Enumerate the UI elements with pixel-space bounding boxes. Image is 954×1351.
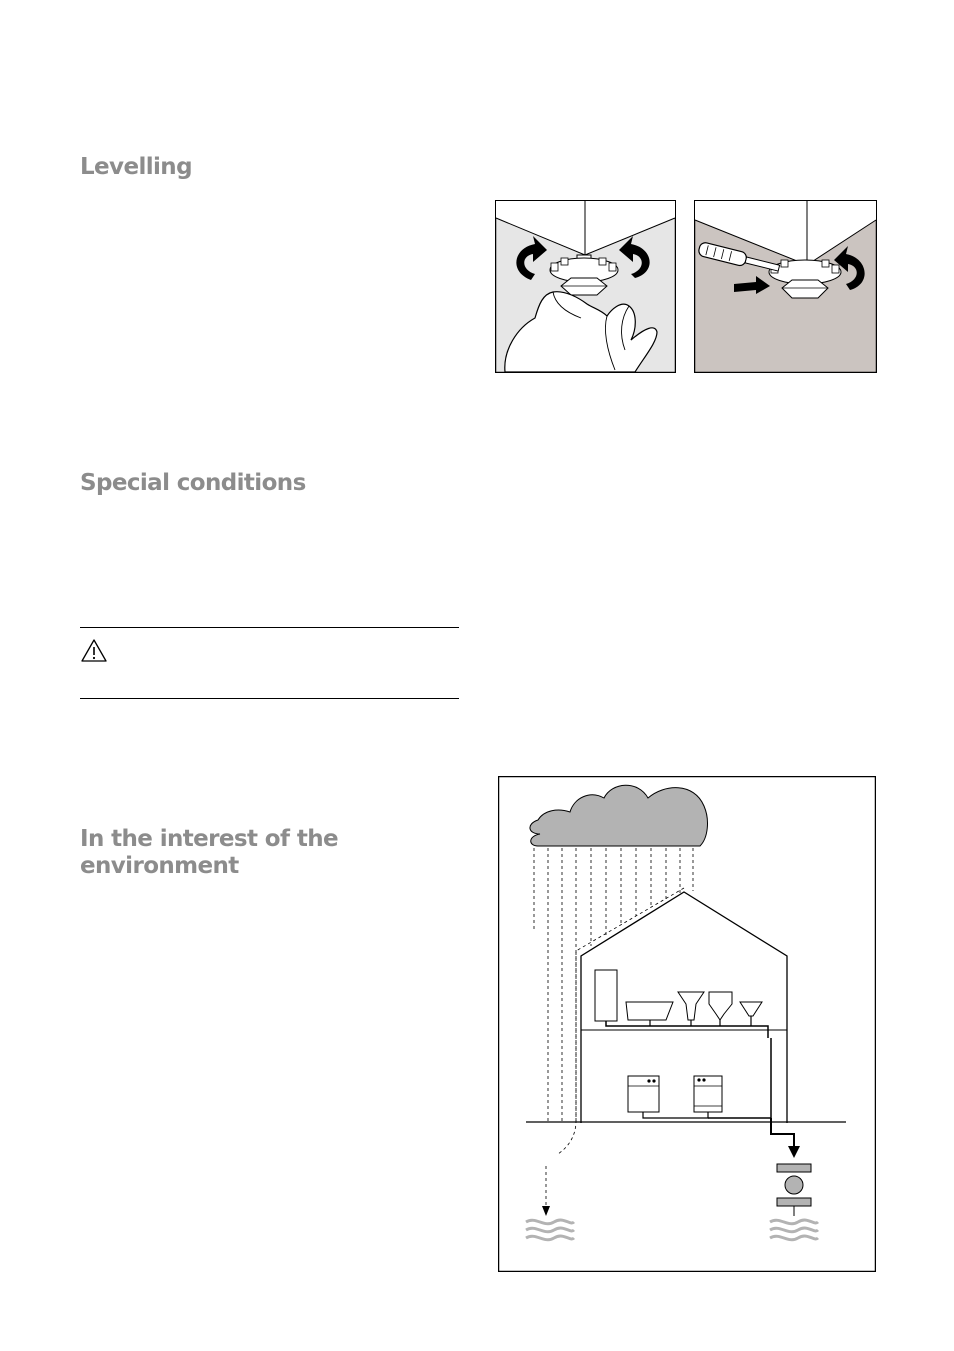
levelling-by-hand-illustration (495, 200, 676, 373)
treatment-plant-filter (785, 1176, 803, 1194)
bathtub (626, 1002, 673, 1020)
treatment-plant-top (777, 1164, 811, 1172)
environment-heading-line-1: In the interest of the (80, 826, 338, 852)
boiler (595, 970, 617, 1021)
levelling-with-spanner-illustration (694, 200, 877, 373)
drainage-system-illustration (498, 776, 876, 1272)
warning-triangle-icon (80, 638, 108, 664)
section-heading-special-conditions: Special conditions (80, 470, 306, 496)
treatment-plant-bottom (777, 1198, 811, 1206)
dishwasher (694, 1076, 722, 1112)
section-heading-levelling: Levelling (80, 154, 192, 180)
warning-box-bottom-rule (80, 698, 459, 699)
warning-box-top-rule (80, 627, 459, 628)
environment-heading-line-2: environment (80, 853, 239, 879)
section-heading-environment (80, 826, 400, 880)
